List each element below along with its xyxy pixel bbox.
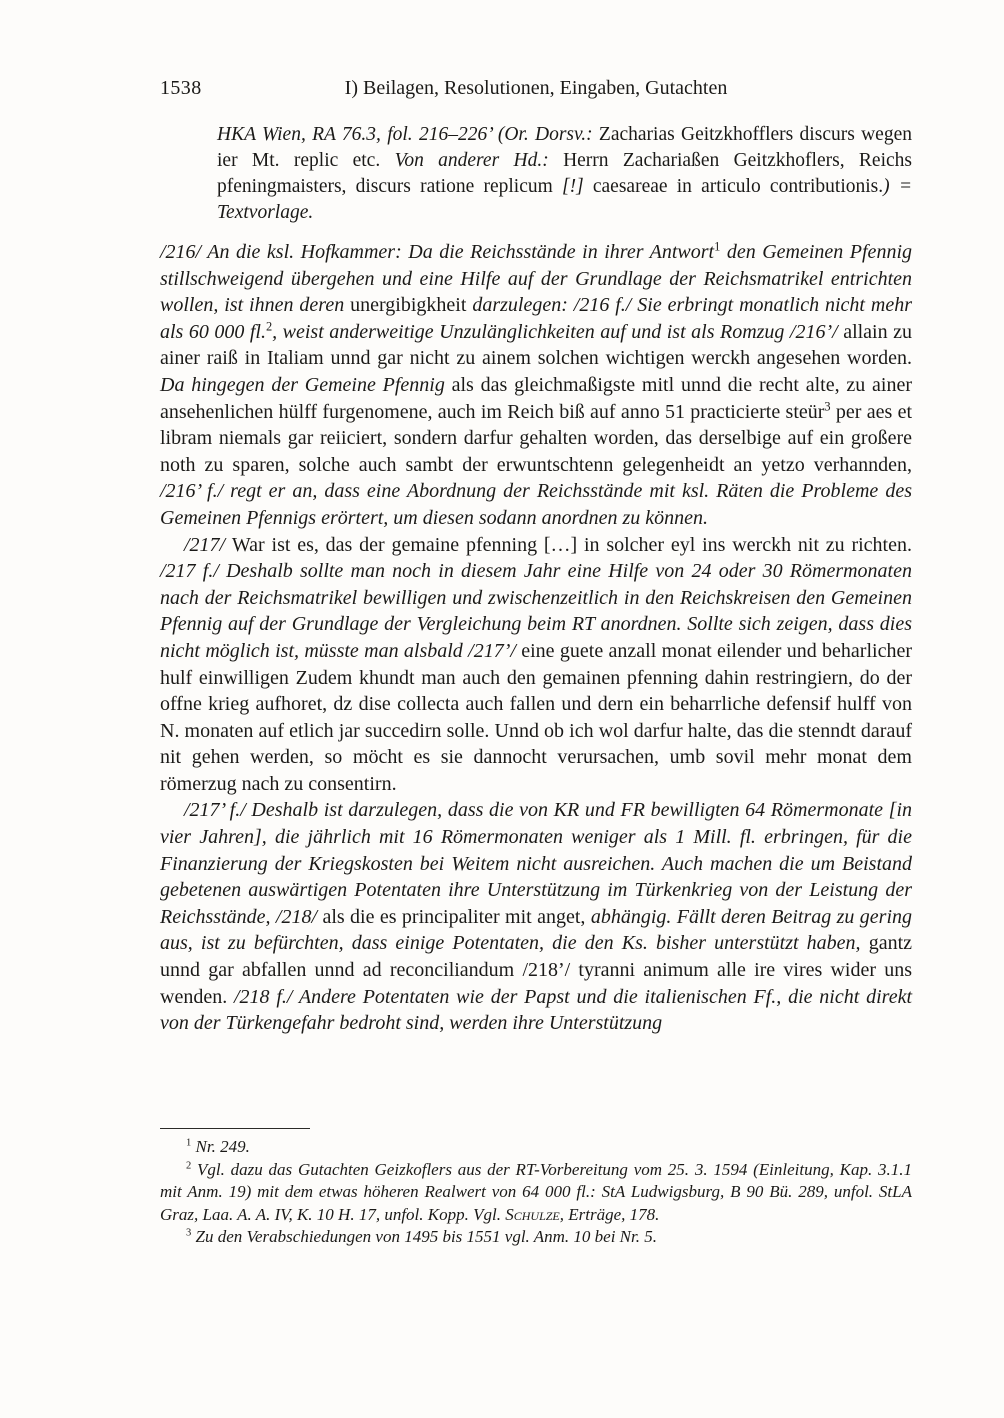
text-column: [160, 76, 912, 1037]
footnote-1: $^1$ Nr. 249.: [186, 1137, 250, 1156]
paragraph-fol-216: /216/ An die ksl. Hofkammer: Da die Reichsstände in ihrer Antwort$^1$ den Gemeinen Pfennig stillschweigend übergehen und eine Hilfe auf der Grundlage der Reichsmatrikel entrichten wollen, ist ihnen deren unergibigkheit darzulegen: /216 f./ Sie erbringt monatlich nicht mehr als 60 000 fl.$^2$, weist anderweitige Unzulänglichkeiten auf und ist als Romzug /216’/ allain zu ainer raiß in Italiam unnd gar nicht zu ainem solchen wichtigen werckh angesehen worden. Da hingegen der Gemeine Pfennig als das gleichmaßigste mitl unnd die recht alte, zu ainer ansehenlichen hülff furgenomene, auch im Reich biß auf anno 51 practicierte steür$^3$ per aes et libram niemals gar reiiciert, sondern darfur gehalten worden, das derselbige auf ein großere noth zu sparen, solche auch sambt der erwuntschtenn gelegenheidt an yetzo verhannden, /216’ f./ regt er an, dass eine Abordnung der Reichsstände mit ksl. Räten die Probleme des Gemeinen Pfennigs erörtert, um diesen sodann anordnen zu können.: [160, 239, 913, 529]
paragraph-fol-217: /217/ War ist es, das der gemaine pfenning […] in solcher eyl ins werckh nit zu richten. /217 f./ Deshalb sollte man noch in diesem Jahr eine Hilfe von 24 oder 30 Römermonaten nach der Reichsmatrikel bewilligen und zwischenzeitlich in den Reichskreisen den Gemeinen Pfennig auf der Grundlage der Vergleichung beim RT anordnen. Sollte sich zeigen, dass dies nicht möglich ist, müsste man alsbald /217’/ eine guete anzall monat eilender und beharlicher hulf einwilligen Zudem khundt man auch den gemainen pfenning dahin restringiern, do der offne krieg aufhoret, dz dise collecta auch fallen und dern ein beharrliche defensif hulff von N. monaten auf etlich jar succedirn solle. Unnd ob ich wol darfur halte, das die stenndt darauf nit gehen werden, so möcht es sie dannocht verursachen, umb sovil mehr monat dem römerzug nach zu consentirn.: [160, 533, 912, 795]
footnote-3: $^3$ Zu den Verabschiedungen von 1495 bis 1551 vgl. Anm. 10 bei Nr. 5.: [186, 1227, 657, 1247]
footnote-2: $^2$ Vgl. dazu das Gutachten Geizkoflers aus der RT-Vorbereitung vom 25. 3. 1594 (Einleitung, Kap. 3.1.1 mit Anm. 19) mit dem etwas höheren Realwert von 64 000 fl.: StA Ludwigsburg, B 90 Bü. 289, unfol. StLA Graz, Laa. A. A. IV, K. 10 H. 17, unfol. Kopp. Vgl. Schulze, Erträge, 178.: [160, 1159, 912, 1224]
footnote-area: [160, 1128, 912, 1249]
running-header-title: I) Beilagen, Resolutionen, Eingaben, Gutachten: [344, 77, 728, 99]
footnote-separator-rule: [160, 1128, 310, 1129]
page-header: [160, 76, 912, 100]
footnotes-section: [160, 1136, 912, 1249]
page-number: 1538: [160, 77, 202, 99]
paragraph-fol-217v: /217’ f./ Deshalb ist darzulegen, dass die von KR und FR bewilligten 64 Römermonate [in vier Jahren], die jährlich mit 16 Römermonaten weniger als 1 Mill. fl. erbringen, für die Finanzierung der Kriegskosten bei Weitem nicht ausreichen. Auch machen die um Beistand gebetenen auswärtigen Potentaten ihre Unterstützung im Türkenkrieg von der Leistung der Reichsstände, /218/ als die es principaliter mit anget, abhängig. Fällt deren Beitrag zu gering aus, ist zu befürchten, dass einige Potentaten, die den Ks. bisher unterstützt haben, gantz unnd gar abfallen unnd ad reconciliandum /218’/ tyranni animum alle ire vires wider uns wenden. /218 f./ Andere Potentaten wie der Papst und die italienischen Ff., die nicht direkt von der Türkengefahr bedroht sind, werden ihre Unterstützung: [160, 799, 913, 1035]
main-text: [160, 239, 912, 1037]
source-reference-block: HKA Wien, RA 76.3, fol. 216–226’ (Or. Dorsv.: Zacharias Geitzkhofflers discurs wegen ier Mt. replic etc. Von anderer Hd.: Herrn Zachariaßen Geitzkhoflers, Reichs pfeningmaisters, discurs ratione replicum [!] caesareae in articulo contributionis.) = Textvorlage.: [217, 124, 912, 223]
